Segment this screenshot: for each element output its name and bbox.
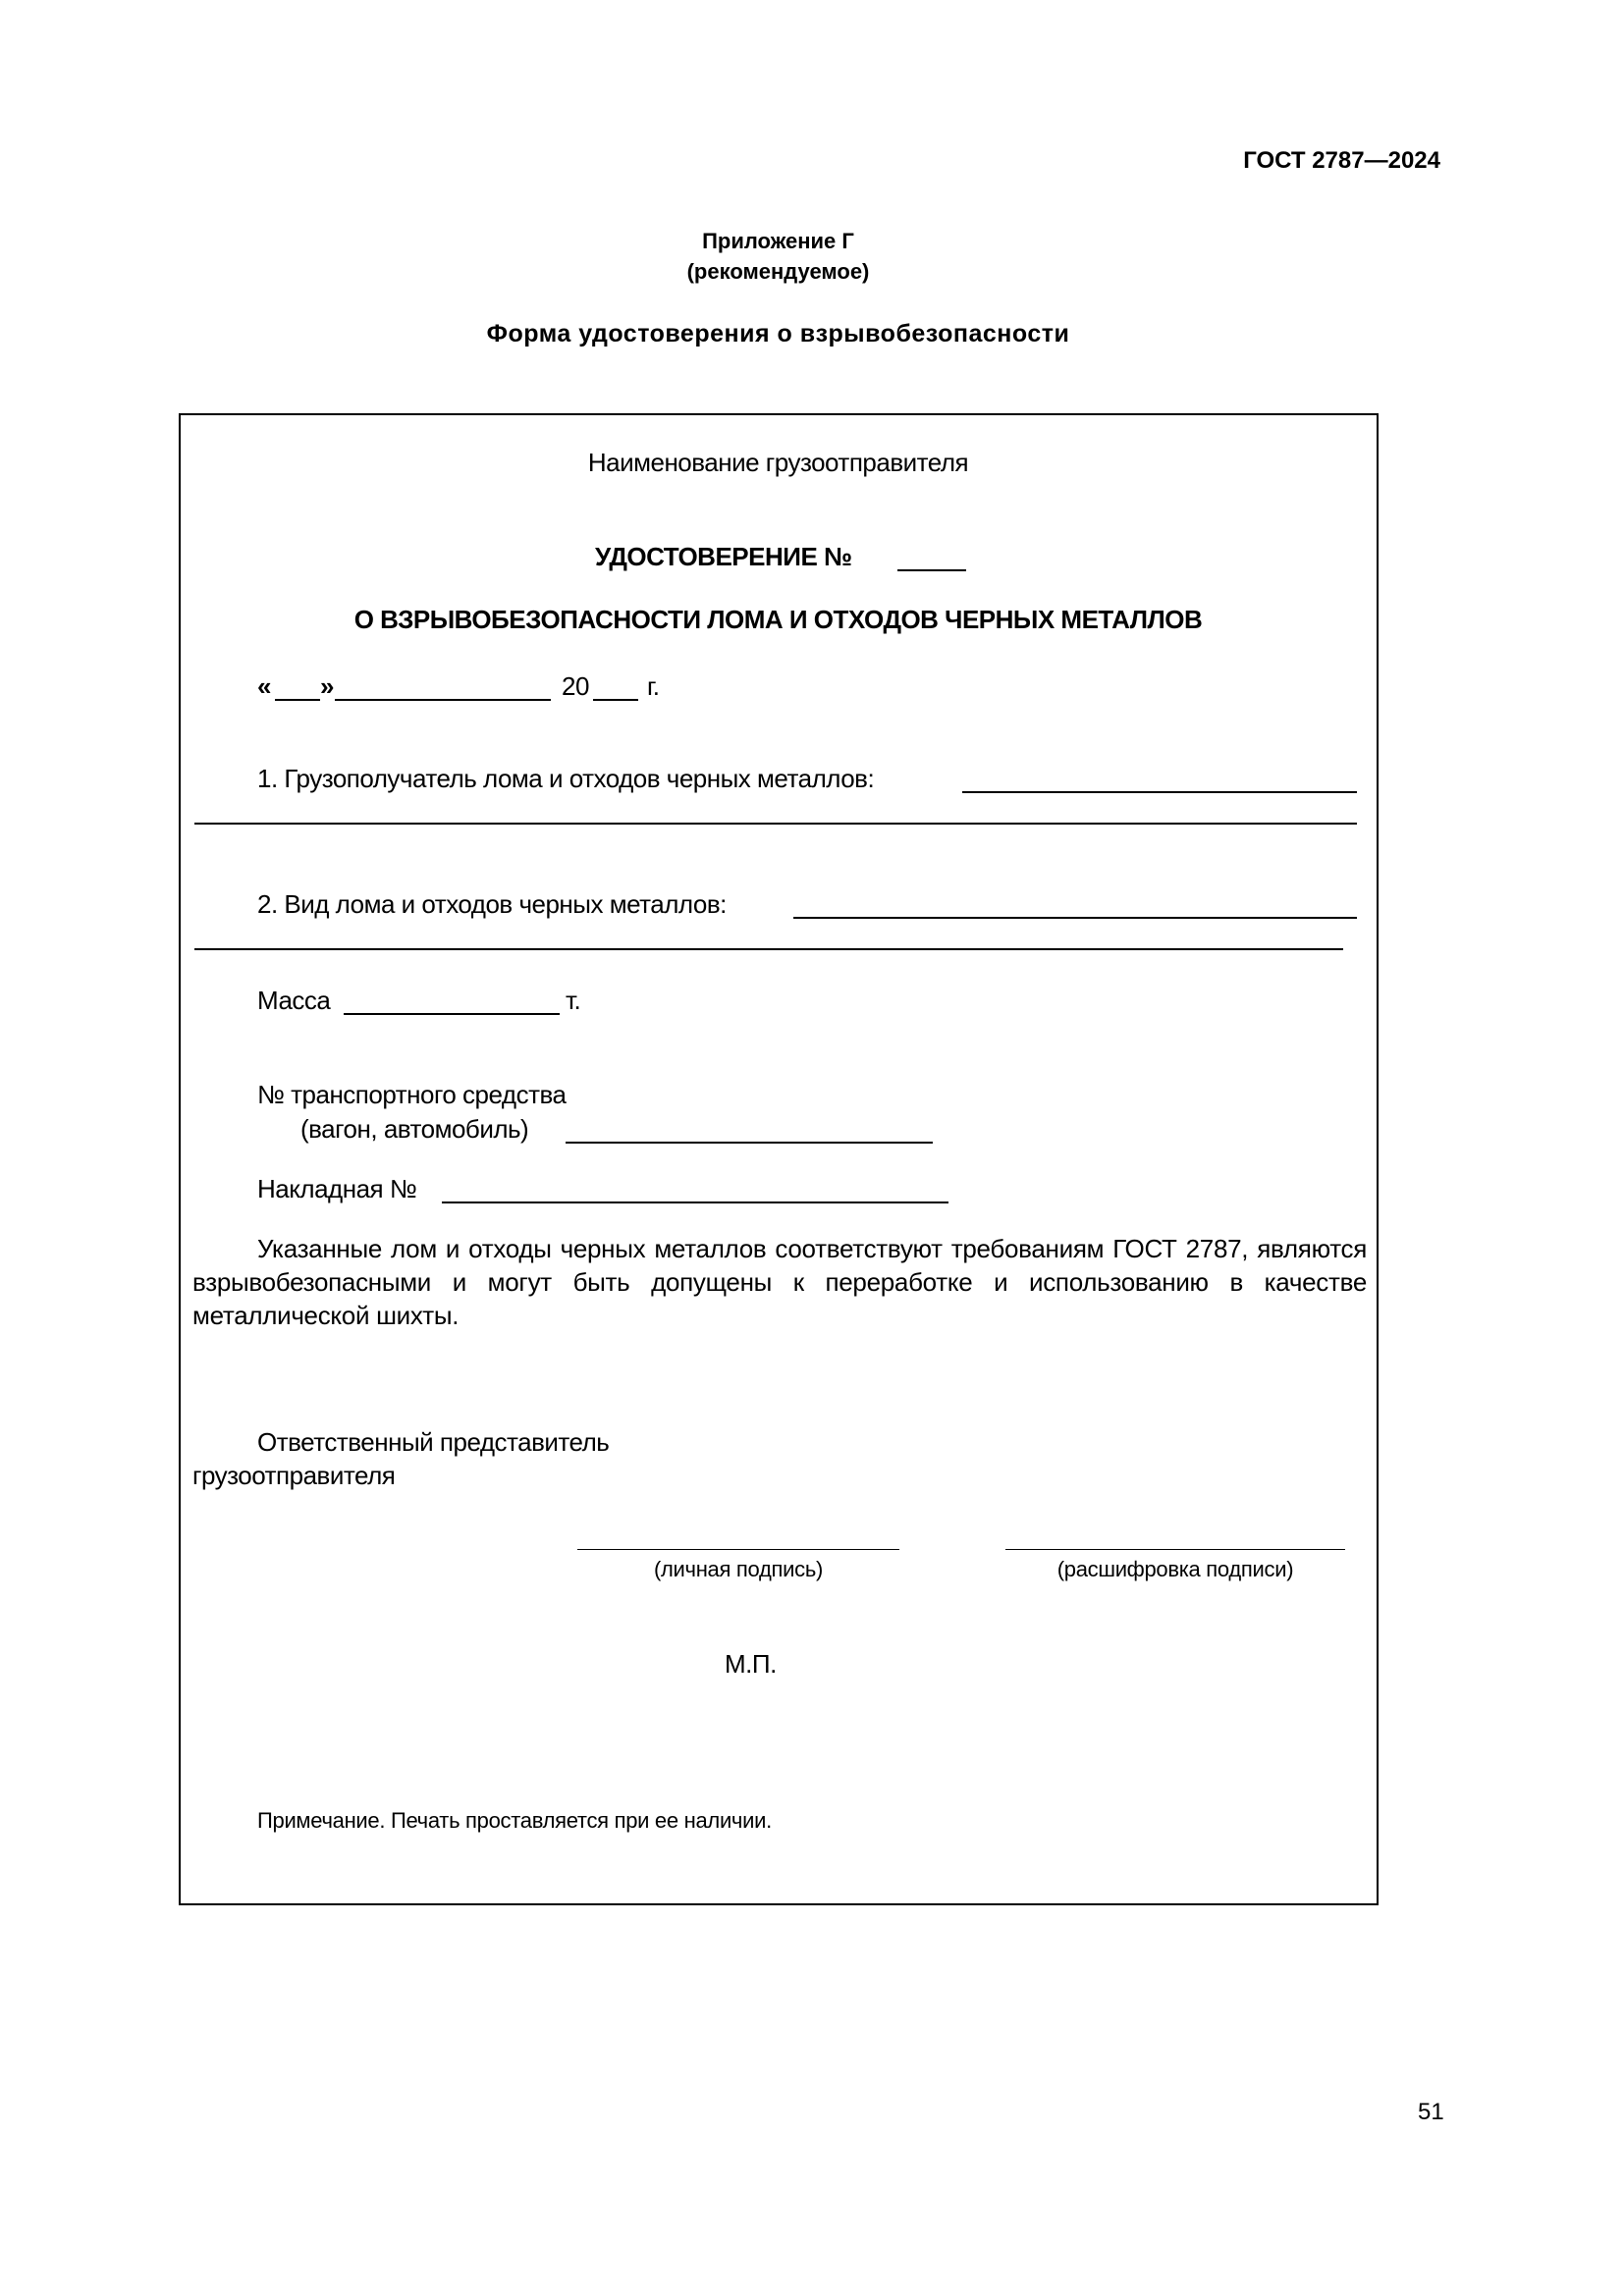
vehicle-sublabel: (вагон, автомобиль) — [300, 1114, 529, 1144]
scrap-type-field-continued[interactable] — [194, 948, 1343, 950]
certificate-form-frame — [179, 413, 1379, 1905]
recipient-field-continued[interactable] — [194, 823, 1357, 825]
form-title: Форма удостоверения о взрывобезопасности — [486, 320, 1070, 347]
mass-field[interactable] — [344, 1013, 560, 1015]
representative-label-line1: Ответственный представитель — [257, 1427, 610, 1457]
mass-unit: т. — [566, 986, 581, 1015]
appendix-type: (рекомендуемое) — [686, 259, 870, 284]
stamp-placeholder: М.П. — [725, 1649, 777, 1679]
signature-field[interactable] — [577, 1549, 899, 1550]
signature-caption: (личная подпись) — [653, 1557, 824, 1581]
scrap-type-label: 2. Вид лома и отходов черных металлов: — [257, 889, 727, 919]
date-open-quote: « — [257, 671, 271, 701]
invoice-label: Накладная № — [257, 1174, 417, 1203]
date-year-suffix: г. — [647, 671, 660, 701]
conformity-statement: Указанные лом и отходы черных металлов соответствуют требованиям ГОСТ 2787, являются взрывобезопасными и могут быть допущены к переработке и использованию в качестве металлической шихты. — [192, 1234, 1367, 1330]
vehicle-field[interactable] — [566, 1142, 933, 1144]
representative-label-line2: грузоотправителя — [192, 1461, 396, 1490]
note: Примечание. Печать проставляется при ее наличии. — [257, 1808, 772, 1833]
date-day-field[interactable] — [275, 699, 320, 701]
signature-decoding-field[interactable] — [1005, 1549, 1345, 1550]
invoice-field[interactable] — [442, 1201, 948, 1203]
shipper-name-label: Наименование грузоотправителя — [587, 448, 969, 477]
page-number: 51 — [1418, 2099, 1444, 2125]
vehicle-label: № транспортного средства — [257, 1080, 567, 1109]
date-month-field[interactable] — [335, 699, 551, 701]
certificate-subtitle: О ВЗРЫВОБЕЗОПАСНОСТИ ЛОМА И ОТХОДОВ ЧЕРНЫХ МЕТАЛЛОВ — [353, 605, 1203, 634]
certificate-number-field[interactable] — [897, 569, 966, 571]
date-close-quote: » — [320, 671, 334, 701]
mass-label: Масса — [257, 986, 331, 1015]
date-year-prefix: 20 — [562, 671, 589, 701]
recipient-label: 1. Грузополучатель лома и отходов черных металлов: — [257, 764, 875, 793]
recipient-field[interactable] — [962, 791, 1357, 793]
appendix-title: Приложение Г — [702, 229, 854, 253]
scrap-type-field[interactable] — [793, 917, 1357, 919]
standard-number: ГОСТ 2787—2024 — [1243, 147, 1440, 174]
signature-decoding-caption: (расшифровка подписи) — [1056, 1557, 1294, 1581]
certificate-title: УДОСТОВЕРЕНИЕ № — [595, 542, 852, 571]
date-year-field[interactable] — [593, 699, 638, 701]
